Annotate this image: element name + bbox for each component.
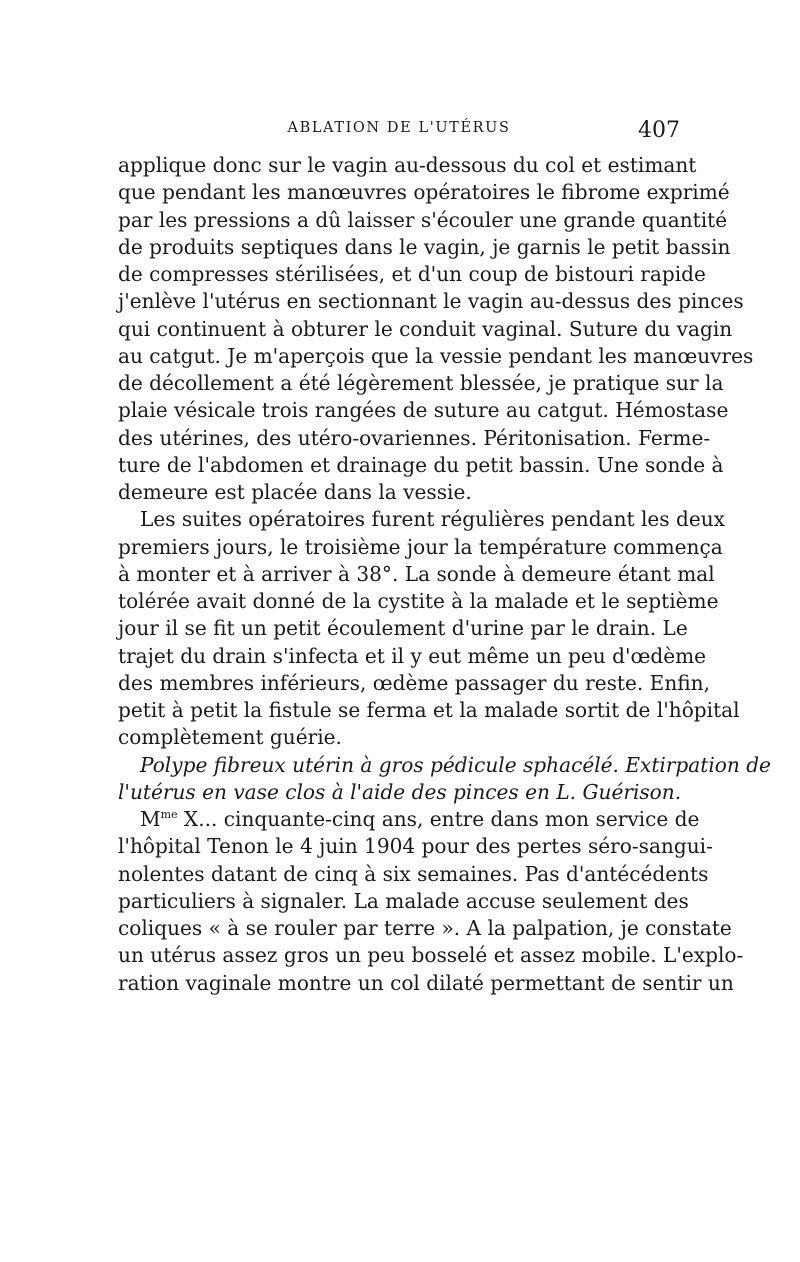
text-line: un utérus assez gros un peu bosselé et assez mobile. L'explo- <box>118 943 744 968</box>
text-line <box>118 806 700 833</box>
text-line: de compresses stérilisées, et d'un coup de bistouri rapide <box>118 262 706 286</box>
text-line: ration vaginale montre un col dilaté permettant de sentir un <box>118 970 734 995</box>
text-line: j'enlève l'utérus en sectionnant le vagin au-dessus des pinces <box>118 289 744 314</box>
page-header <box>118 118 680 144</box>
title-abbreviation: M <box>140 807 161 831</box>
text-line: de décollement a été légèrement blessée, je pratique sur la <box>118 371 724 395</box>
title-abbreviation-superscript: me <box>160 808 178 821</box>
text-line: à monter et à arriver à 38°. La sonde à demeure étant mal <box>118 561 715 586</box>
text-line: qui continuent à obturer le conduit vaginal. Suture du vagin <box>118 316 733 341</box>
text-line: tolérée avait donné de la cystite à la malade et le septième <box>118 589 719 613</box>
case-heading-line: Polype fibreux utérin à gros pédicule sphacélé. Extirpation de <box>140 752 771 777</box>
running-head: ABLATION DE L'UTÉRUS <box>287 120 511 136</box>
text-line: ture de l'abdomen et drainage du petit bassin. Une sonde à <box>118 452 724 477</box>
text-line: applique donc sur le vagin au-dessous du col et estimant <box>118 153 697 177</box>
text-line: Les suites opératoires furent régulières pendant les deux <box>140 507 726 532</box>
paragraph-operation-end <box>118 152 754 506</box>
text-line: l'hôpital Tenon le 4 juin 1904 pour des pertes séro-sangui- <box>118 834 713 859</box>
text-line: particuliers à signaler. La malade accuse seulement des <box>118 888 689 913</box>
case-heading-line: l'utérus en vase clos à l'aide des pinces en L. Guérison. <box>118 779 682 804</box>
page-number: 407 <box>638 118 680 143</box>
text-line: au catgut. Je m'aperçois que la vessie pendant les manœuvres <box>118 343 754 368</box>
text-line: plaie vésicale trois rangées de suture au catgut. Hémostase <box>118 398 729 423</box>
text-line: par les pressions a dû laisser s'écouler une grande quantité <box>118 207 728 232</box>
paragraph-case-report <box>118 806 744 997</box>
text-line: complètement guérie. <box>118 725 342 750</box>
text-line: que pendant les manœuvres opératoires le fibrome exprimé <box>118 180 730 205</box>
text-line: nolentes datant de cinq à six semaines. Pas d'antécédents <box>118 861 709 886</box>
text-line: de produits septiques dans le vagin, je garnis le petit bassin <box>118 234 731 259</box>
paragraph-post-operative <box>118 506 740 751</box>
text-line: coliques « à se rouler par terre ». A la palpation, je constate <box>118 916 732 940</box>
text-line: des utérines, des utéro-ovariennes. Péritonisation. Ferme- <box>118 425 711 450</box>
text-line: trajet du drain s'infecta et il y eut même un peu d'œdème <box>118 643 707 668</box>
text-line: des membres inférieurs, œdème passager du reste. Enfin, <box>118 670 710 695</box>
case-heading <box>118 752 771 807</box>
text-line: premiers jours, le troisième jour la température commença <box>118 534 723 559</box>
page-body <box>118 152 771 997</box>
text-line: petit à petit la fistule se ferma et la malade sortit de l'hôpital <box>118 698 740 722</box>
text-line-content: X... cinquante-cinq ans, entre dans mon service de <box>183 807 700 831</box>
text-line: demeure est placée dans la vessie. <box>118 480 472 504</box>
text-line: jour il se fit un petit écoulement d'urine par le drain. Le <box>118 616 688 641</box>
